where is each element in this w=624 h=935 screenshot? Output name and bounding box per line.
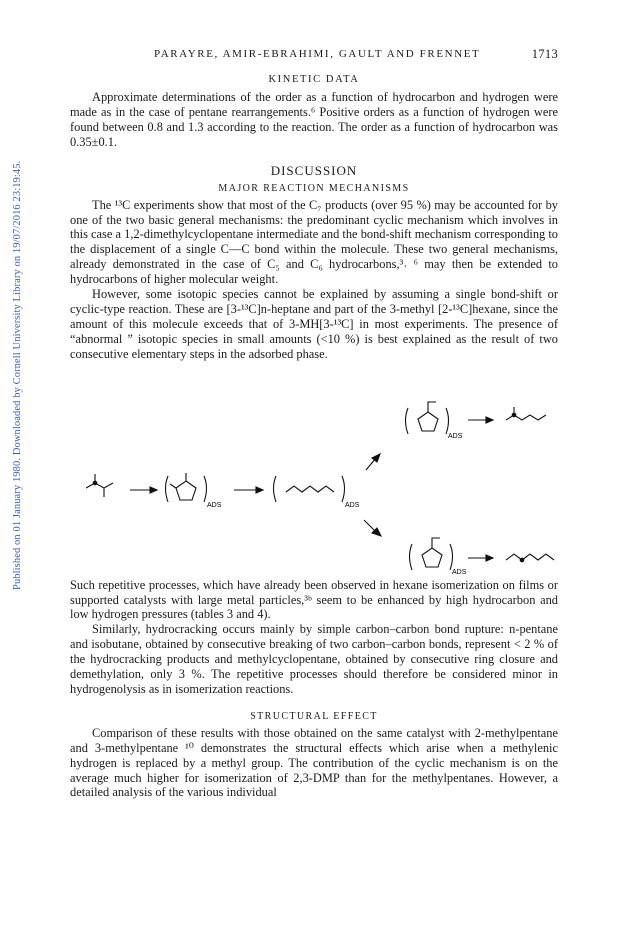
mechanism-paragraph-3: Such repetitive processes, which have already been observed in hexane isomerization on films or supported catalysts with large metal particles,³ᵇ seem to be enhanced by high hydrocarbon and low hydrogen pressures (tables 3 and 4). [70, 577, 558, 622]
mechanism-paragraph-2: However, some isotopic species cannot be explained by assuming a single bond-shift or cyclic-type reaction. These are [3-¹³C]n-heptane and part of the 3-methyl [2-¹³C]hexane, since the amount of this molecule exceeds that of 3-MH[3-¹³C] in most experiments. The presence of “abnormal ” isotopic species in small amounts (<10 %) is best explained as the result of two consecutive elementary steps in the adsorbed phase. [70, 287, 558, 361]
adsorbed-cyclopentane-lower [410, 538, 453, 570]
reactant-molecule [86, 474, 113, 497]
running-header-authors: PARAYRE, AMIR-EBRAHIMI, GAULT AND FRENNET [154, 48, 481, 60]
reaction-scheme [70, 372, 558, 576]
structural-effect-heading: STRUCTURAL EFFECT [250, 710, 378, 722]
structural-paragraph: Comparison of these results with those obtained on the same catalyst with 2-methylpentane and 3-methylpentane ¹⁰ demonstrates the structural effects which arise when a methylenic hydrogen is replaced by a methyl group. The contribution of the cyclic mechanism is on the average much higher for isomerization of 2,3-DMP than for the methylpentanes. However, a detailed analysis of the various individual [70, 725, 558, 800]
adsorbed-chain [274, 476, 345, 502]
ads-label-1: ADS [207, 501, 222, 509]
arrow-1 [130, 487, 157, 493]
paper-page [70, 48, 558, 800]
arrow-up-right [366, 454, 380, 470]
ads-label-3: ADS [448, 432, 463, 440]
major-mechanisms-heading: MAJOR REACTION MECHANISMS [218, 182, 410, 194]
running-header [70, 48, 558, 66]
ads-label-2: ADS [345, 501, 360, 509]
arrow-down-right [364, 520, 381, 536]
mechanism-paragraph-4: Similarly, hydrocracking occurs mainly by simple carbon–carbon bond rupture: n-pentane and isobutane, obtained by consecutive breaking of two carbon–carbon bonds, represent < 2 % of the hydrocracking products and methylcyclopentane, obtained by consecutive ring closure and demethylation, only 3 %. The repetitive processes should therefore be considered minor in hydrogenolysis as in isomerization reactions. [70, 622, 558, 696]
reaction-scheme-drawing [50, 372, 570, 576]
upper-product [506, 407, 546, 420]
ads-label-4: ADS [452, 568, 467, 576]
arrow-lower [468, 555, 493, 561]
download-note: Published on 01 January 1980. Downloaded by Cornell University Library on 19/07/2016 23:19:45. [12, 160, 23, 590]
mechanism-paragraph-1: The ¹³C experiments show that most of the C₇ products (over 95 %) may be accounted for by one of the two basic general mechanisms: the predominant cyclic mechanism which involves in this case a 1,2-dimethylcyclopentane intermediate and the bond-shift mechanism corresponding to the displacement of a single C—C bond within the molecule. These two general mechanisms, already demonstrated in the case of C₅ and C₆ hydrocarbons,³˒ ⁶ may then be extended to hydrocarbons of higher molecular weight. [70, 197, 558, 287]
arrow-upper [468, 417, 493, 423]
page-number: 1713 [531, 47, 558, 61]
kinetic-paragraph: Approximate determinations of the order as a function of hydrocarbon and hydrogen were made as in the case of pentane rearrangements.⁶ Positive orders as a function of hydrogen were found between 0.8 and 1.3 according to the reaction. The order as a function of hydrocarbon was 0.35±0.1. [70, 90, 558, 149]
kinetic-data-heading: KINETIC DATA [268, 74, 360, 85]
discussion-heading: DISCUSSION [270, 162, 358, 178]
download-watermark [0, 130, 23, 590]
lower-product [506, 554, 554, 562]
adsorbed-cyclopentane-1 [166, 473, 207, 502]
arrow-2 [234, 487, 263, 493]
adsorbed-cyclopentane-upper [406, 402, 449, 434]
